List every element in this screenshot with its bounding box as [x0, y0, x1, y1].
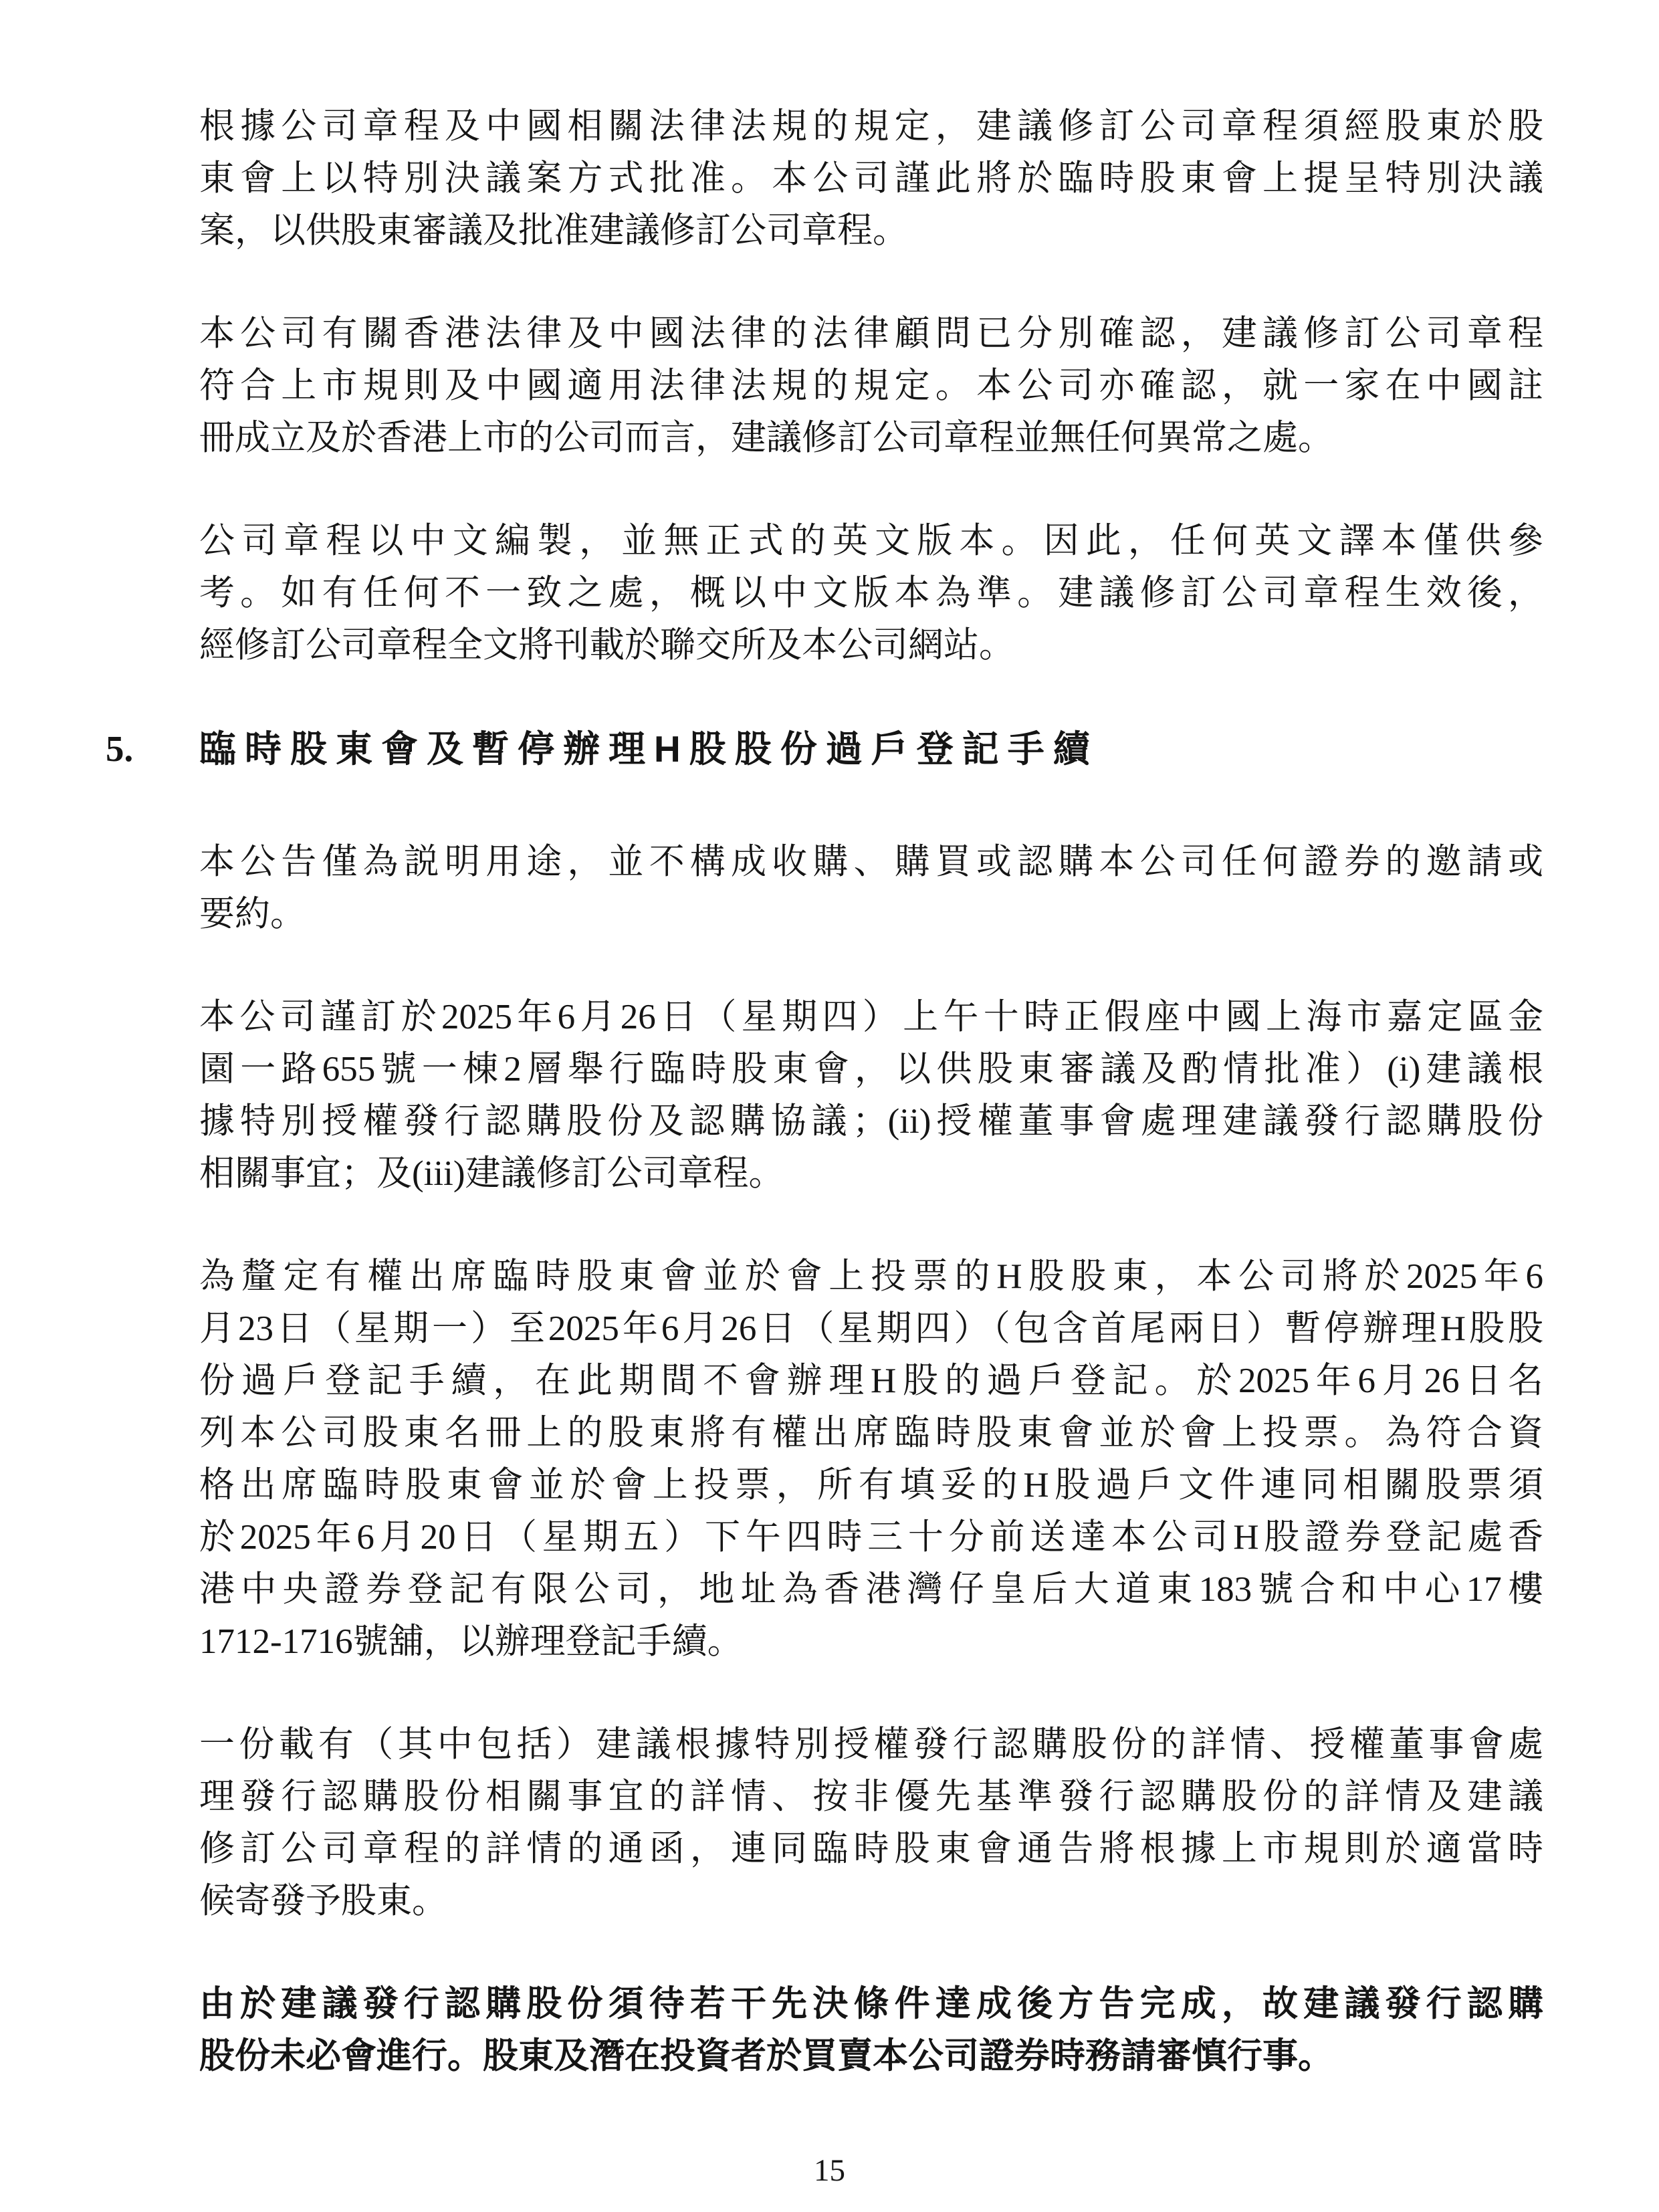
text-line: 本公司有關香港法律及中國法律的法律顧問已分別確認，建議修訂公司章程	[199, 314, 1543, 353]
paragraph	[199, 991, 1543, 1200]
paragraph	[199, 308, 1543, 464]
warning-paragraph	[199, 1978, 1543, 2082]
text-line: 股份未必會進行。股東及潛在投資者於買賣本公司證券時務請審慎行事。	[199, 2036, 1333, 2076]
text-line: 修訂公司章程的詳情的通函，連同臨時股東會通告將根據上市規則於適當時	[199, 1830, 1543, 1868]
text-line: 要約。	[199, 895, 306, 933]
text-line: 於2025年6月20日（星期五）下午四時三十分前送達本公司H股證券登記處香	[199, 1518, 1543, 1557]
text-line: 案，以供股東審議及批准建議修訂公司章程。	[199, 211, 908, 250]
text-line: 符合上市規則及中國適用法律法規的規定。本公司亦確認，就一家在中國註	[199, 366, 1543, 405]
section-number: 5.	[106, 728, 134, 769]
page-number: 15	[814, 2153, 845, 2188]
text-line: 份過戶登記手續，在此期間不會辦理H股的過戶登記。於2025年6月26日名	[199, 1361, 1543, 1400]
text-line: 根據公司章程及中國相關法律法規的規定，建議修訂公司章程須經股東於股	[199, 107, 1543, 146]
text-line: 考。如有任何不一致之處，概以中文版本為準。建議修訂公司章程生效後，	[199, 574, 1543, 613]
text-line: 本公司謹訂於2025年6月26日（星期四）上午十時正假座中國上海市嘉定區金	[199, 998, 1543, 1036]
text-line: 候寄發予股東。	[199, 1882, 447, 1920]
section-heading	[106, 722, 1543, 776]
text-line: 公司章程以中文編製，並無正式的英文版本。因此，任何英文譯本僅供參	[199, 522, 1543, 560]
text-line: 園一路655號一棟2層舉行臨時股東會，以供股東審議及酌情批准）(i)建議根	[199, 1050, 1543, 1089]
paragraph	[199, 515, 1543, 671]
text-line: 相關事宜；及(iii)建議修訂公司章程。	[199, 1154, 784, 1193]
text-line: 由於建議發行認購股份須待若干先決條件達成後方告完成，故建議發行認購	[199, 1984, 1543, 2023]
text-line: 月23日（星期一）至2025年6月26日（星期四）（包含首尾兩日）暫停辦理H股股	[199, 1309, 1543, 1348]
text-line: 一份載有（其中包括）建議根據特別授權發行認購股份的詳情、授權董事會處	[199, 1725, 1543, 1764]
section-title: 臨時股東會及暫停辦理H股股份過戶登記手續	[199, 728, 1099, 770]
paragraph	[199, 100, 1543, 257]
text-line: 本公告僅為説明用途，並不構成收購、購買或認購本公司任何證券的邀請或	[199, 843, 1543, 881]
text-line: 東會上以特別決議案方式批准。本公司謹此將於臨時股東會上提呈特別決議	[199, 159, 1543, 198]
text-line: 港中央證券登記有限公司，地址為香港灣仔皇后大道東183號合和中心17樓	[199, 1570, 1543, 1609]
paragraph	[199, 1250, 1543, 1668]
text-line: 格出席臨時股東會並於會上投票，所有填妥的H股過戶文件連同相關股票須	[199, 1466, 1543, 1505]
text-line: 理發行認購股份相關事宜的詳情、按非優先基準發行認購股份的詳情及建議	[199, 1777, 1543, 1816]
text-line: 經修訂公司章程全文將刊載於聯交所及本公司網站。	[199, 626, 1014, 665]
text-line: 1712-1716號舖，以辦理登記手續。	[199, 1622, 743, 1661]
text-line: 列本公司股東名冊上的股東將有權出席臨時股東會並於會上投票。為符合資	[199, 1414, 1543, 1452]
text-line: 為釐定有權出席臨時股東會並於會上投票的H股股東，本公司將於2025年6	[199, 1257, 1543, 1296]
paragraph	[199, 836, 1543, 940]
text-line: 冊成立及於香港上市的公司而言，建議修訂公司章程並無任何異常之處。	[199, 419, 1333, 457]
document-content	[106, 100, 1543, 2082]
text-line: 據特別授權發行認購股份及認購協議；(ii)授權董事會處理建議發行認購股份	[199, 1102, 1543, 1141]
paragraph	[199, 1719, 1543, 1927]
